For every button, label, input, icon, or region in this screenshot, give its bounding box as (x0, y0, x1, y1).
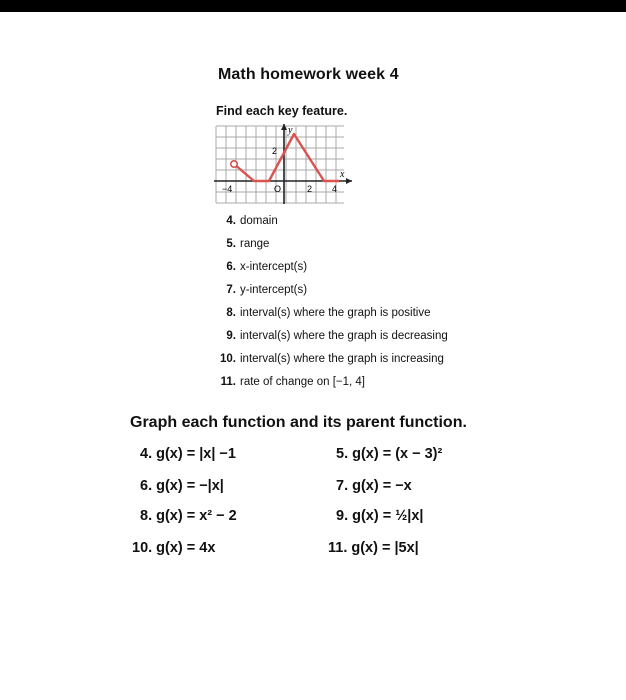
function-item: 7. g(x) = −x (336, 478, 412, 494)
key-feature-list (212, 214, 448, 398)
graph-svg (214, 124, 354, 204)
list-item: 5. range (226, 238, 270, 250)
top-black-bar (0, 0, 626, 12)
list-item: 8. interval(s) where the graph is positive (226, 307, 431, 319)
y-axis-label: y (288, 125, 293, 136)
origin-label: O (274, 184, 282, 194)
x-tick-2: 2 (307, 184, 313, 194)
list-item: 9. interval(s) where the graph is decreasing (226, 330, 448, 342)
function-item: 11. g(x) = |5x| (328, 540, 419, 556)
list-item: 11. rate of change on [−1, 4] (220, 376, 365, 388)
x-tick-neg4: −4 (222, 184, 233, 194)
page-title: Math homework week 4 (218, 66, 399, 83)
function-item: 6. g(x) = −|x| (140, 478, 224, 494)
key-feature-instruction: Find each key feature. (216, 104, 348, 118)
function-graph (214, 124, 354, 204)
open-endpoint (231, 161, 237, 167)
x-axis-label: x (340, 169, 345, 180)
list-item: 10. interval(s) where the graph is increasing (220, 353, 444, 365)
list-item: 4. domain (226, 215, 278, 227)
x-axis-arrow (346, 178, 352, 184)
function-item: 9. g(x) = ½|x| (336, 508, 424, 524)
function-item: 4. g(x) = |x| −1 (140, 446, 236, 462)
list-item: 7. y-intercept(s) (226, 284, 308, 296)
list-item: 6. x-intercept(s) (226, 261, 308, 273)
function-item: 5. g(x) = (x − 3)² (336, 446, 443, 462)
x-tick-4: 4 (332, 184, 338, 194)
graph-function-instruction: Graph each function and its parent function. (130, 414, 467, 431)
function-item: 10. g(x) = 4x (132, 540, 216, 556)
y-tick-2: 2 (272, 146, 278, 156)
function-item: 8. g(x) = x² − 2 (140, 508, 237, 524)
